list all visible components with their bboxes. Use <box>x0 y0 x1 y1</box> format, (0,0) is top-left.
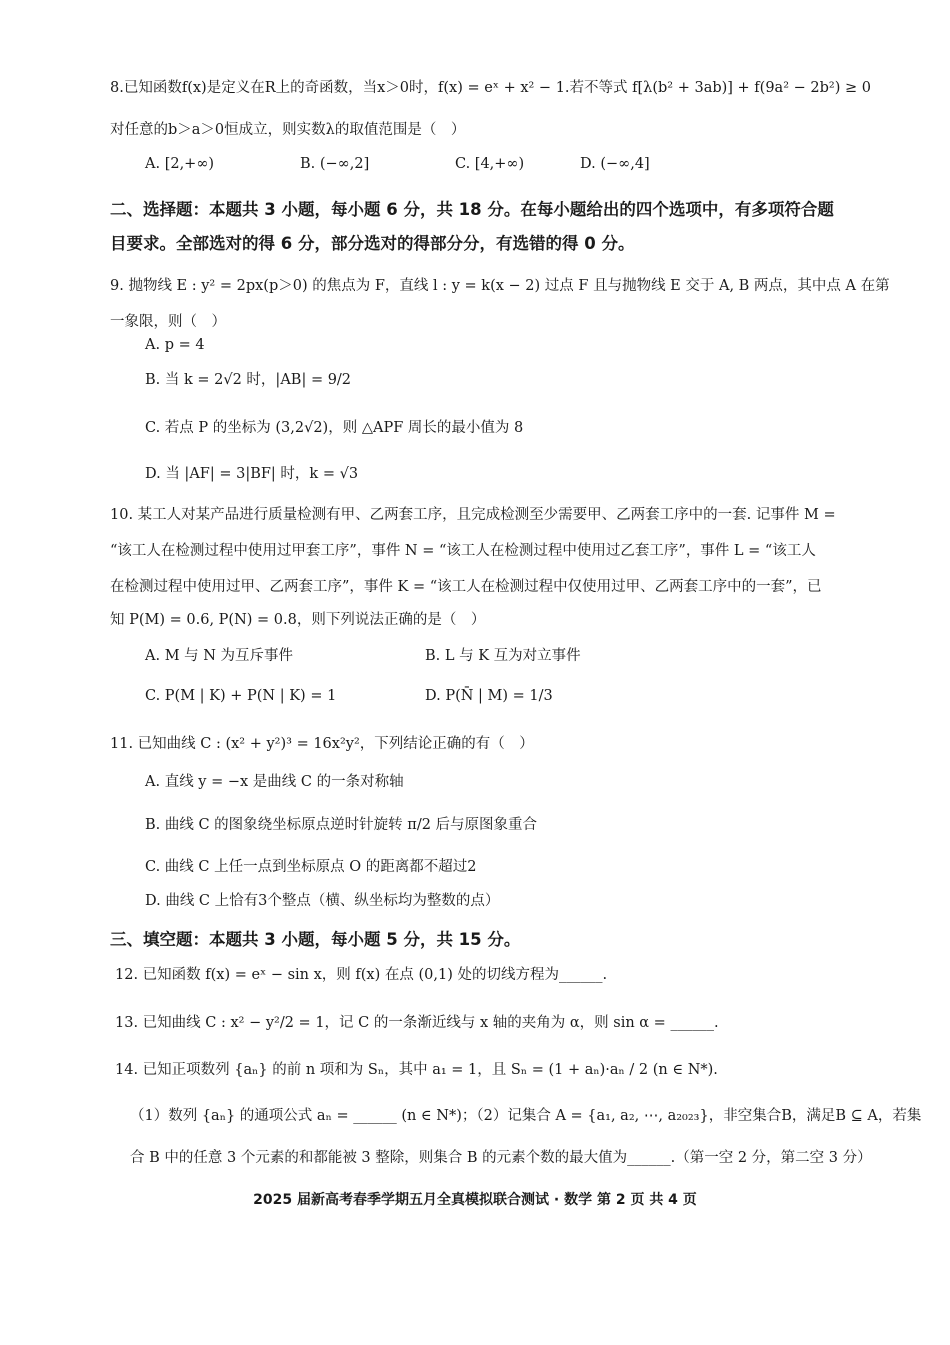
q8-stem-line1: 8.已知函数f(x)是定义在R上的奇函数，当x＞0时，f(x) = eˣ + x² − 1.若不等式 f[λ(b² + 3ab)] + f(9a² − 2b²) ≥ 0 <box>110 80 871 96</box>
q9-option-a: A. p = 4 <box>145 337 205 353</box>
q11-option-a: A. 直线 y = −x 是曲线 C 的一条对称轴 <box>145 774 404 790</box>
q9-stem-line2: 一象限，则（ ） <box>110 314 226 330</box>
q11-option-d: D. 曲线 C 上恰有3个整点（横、纵坐标均为整数的点） <box>145 893 500 909</box>
q10-option-c: C. P(M | K) + P(N | K) = 1 <box>145 688 337 704</box>
q10-option-b: B. L 与 K 互为对立事件 <box>425 648 581 664</box>
q9-option-b: B. 当 k = 2√2 时，|AB| = 9/2 <box>145 372 352 388</box>
q8-stem-line2: 对任意的b＞a＞0恒成立，则实数λ的取值范围是（ ） <box>110 122 466 138</box>
page-footer: 2025 届新高考春季学期五月全真模拟联合测试 · 数学 第 2 页 共 4 页 <box>253 1192 697 1208</box>
q8-option-d: D. (−∞,4] <box>580 156 650 172</box>
q10-option-d: D. P(N̄ | M) = 1/3 <box>425 688 553 704</box>
q8-option-a: A. [2,+∞) <box>145 156 215 172</box>
q10-option-a: A. M 与 N 为互斥事件 <box>145 648 294 664</box>
q9-option-d: D. 当 |AF| = 3|BF| 时，k = √3 <box>145 466 359 482</box>
q8-option-b: B. (−∞,2] <box>300 156 370 172</box>
q9-option-c: C. 若点 P 的坐标为 (3,2√2)，则 △APF 周长的最小值为 8 <box>145 420 524 436</box>
q11-option-c: C. 曲线 C 上任一点到坐标原点 O 的距离都不超过2 <box>145 859 477 875</box>
q14-stem-line3: 合 B 中的任意 3 个元素的和都能被 3 整除，则集合 B 的元素个数的最大值为______.（第一空 2 分，第二空 3 分） <box>130 1150 872 1166</box>
q10-stem-line4: 知 P(M) = 0.6, P(N) = 0.8，则下列说法正确的是（ ） <box>110 612 486 628</box>
section-2-heading-line1: 二、选择题：本题共 3 小题，每小题 6 分，共 18 分。在每小题给出的四个选项中，有多项符合题 <box>110 200 834 219</box>
q10-stem-line2: “该工人在检测过程中使用过甲套工序”，事件 N = “该工人在检测过程中使用过乙套工序”，事件 L = “该工人 <box>110 543 816 559</box>
section-2-heading-line2: 目要求。全部选对的得 6 分，部分选对的得部分分，有选错的得 0 分。 <box>110 234 635 253</box>
q14-stem-line2: （1）数列 {aₙ} 的通项公式 aₙ = ______ (n ∈ N*)；（2）记集合 A = {a₁, a₂, ⋯, a₂₀₂₃}，非空集合B，满足B ⊆ A，若集 <box>130 1108 922 1124</box>
section-3-heading: 三、填空题：本题共 3 小题，每小题 5 分，共 15 分。 <box>110 930 521 949</box>
q10-stem-line3: 在检测过程中使用过甲、乙两套工序”，事件 K = “该工人在检测过程中仅使用过甲、乙两套工序中的一套”，已 <box>110 579 822 595</box>
q11-option-b: B. 曲线 C 的图象绕坐标原点逆时针旋转 π/2 后与原图象重合 <box>145 817 538 833</box>
q13-stem: 13. 已知曲线 C : x² − y²/2 = 1，记 C 的一条渐近线与 x 轴的夹角为 α，则 sin α = ______. <box>115 1015 719 1031</box>
q14-stem-line1: 14. 已知正项数列 {aₙ} 的前 n 项和为 Sₙ，其中 a₁ = 1，且 Sₙ = (1 + aₙ)·aₙ / 2 (n ∈ N*). <box>115 1062 718 1078</box>
q10-stem-line1: 10. 某工人对某产品进行质量检测有甲、乙两套工序，且完成检测至少需要甲、乙两套工序中的一套. 记事件 M = <box>110 507 836 523</box>
q12-stem: 12. 已知函数 f(x) = eˣ − sin x，则 f(x) 在点 (0,1) 处的切线方程为______. <box>115 967 608 983</box>
q11-stem-line1: 11. 已知曲线 C : (x² + y²)³ = 16x²y²，下列结论正确的有（ ） <box>110 736 534 752</box>
q9-stem-line1: 9. 抛物线 E : y² = 2px(p＞0) 的焦点为 F，直线 l : y = k(x − 2) 过点 F 且与抛物线 E 交于 A, B 两点，其中点 A 在第 <box>110 278 890 294</box>
q8-option-c: C. [4,+∞) <box>455 156 525 172</box>
